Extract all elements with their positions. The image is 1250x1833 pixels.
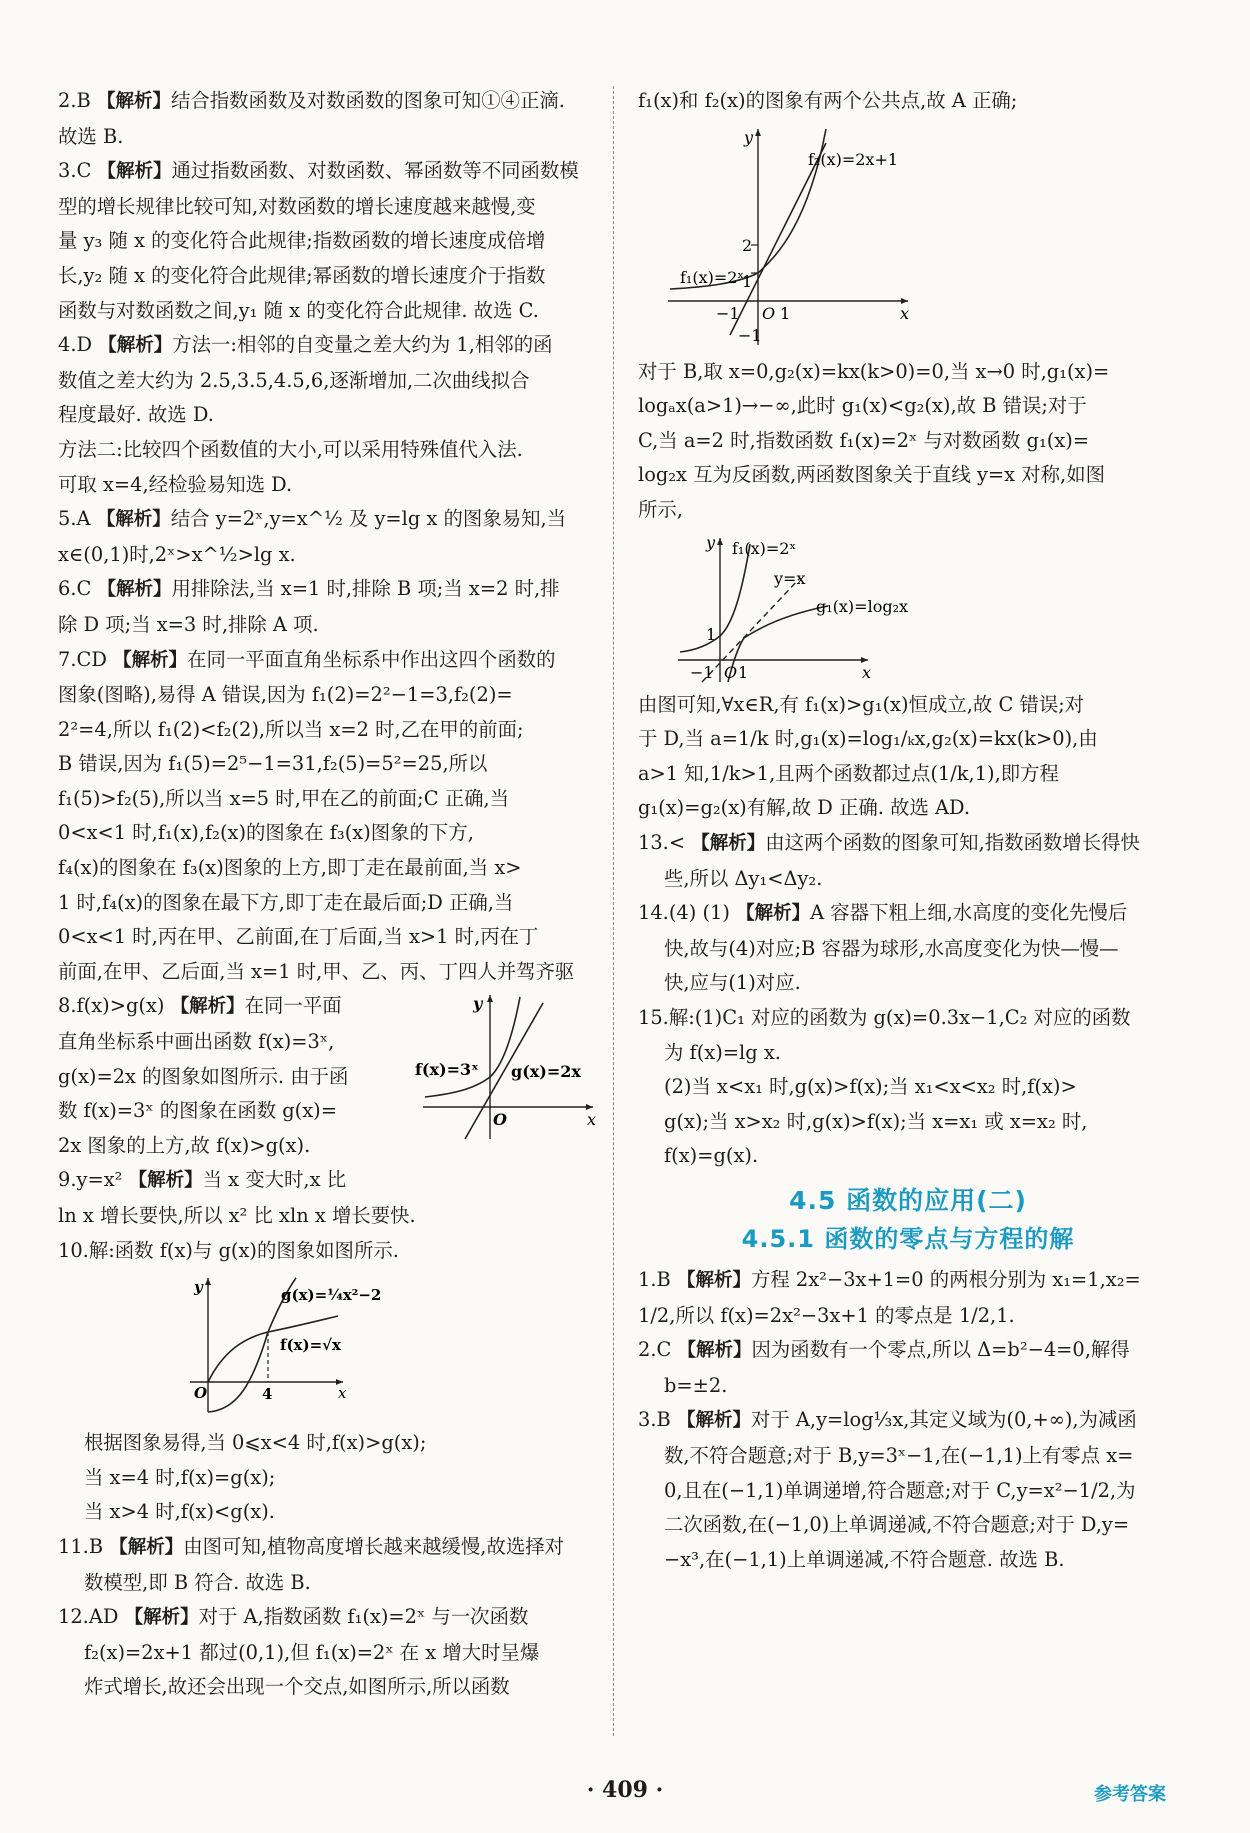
- label-origin: O: [762, 303, 776, 323]
- label-four: 4: [262, 1385, 273, 1404]
- label-one-x: 1: [738, 662, 749, 682]
- label-origin: O: [724, 662, 738, 682]
- label-x: x: [862, 662, 872, 682]
- answer-q7: 7.CD 【解析】在同一平面直角坐标系中作出这四个函数的 图象(图略),易得 A 错误,因为 f₁(2)=2²−1=3,f₂(2)= 2²=4,所以 f₁(2)<f₂(2),所以当 x=2 时,乙在甲的前面; B 错误,因为 f₁(5)=2⁵−1=31,f₂(5)=5²=25,所以 f₁(5)>f₂(5),所以当 x=5 时,甲在乙的前面;C 正确,当 0<x<1 时,f₁(x),f₂(x)的图象在 f₃(x)图象的下方, f₄(x)的图象在 f₃(x)图象的上方,即丁走在最前面,当 x> 1 时,f₄(x)的图象在最下方,即丁走在最后面;D 正确,当 0<x<1 时,丙在甲、乙前面,在丁后面,当 x>1 时,丙在丁 前面,在甲、乙后面,当 x=1 时,甲、乙、丙、丁四人并驾齐驱: [58, 647, 575, 983]
- label-two: 2: [742, 235, 753, 255]
- label-x: x: [338, 1384, 347, 1403]
- curve-f1: [670, 129, 826, 289]
- right-column: [638, 84, 1178, 1577]
- label-y: y: [706, 532, 716, 552]
- left-column: [58, 84, 600, 1705]
- label-x: x: [587, 1110, 597, 1130]
- label-origin: O: [194, 1384, 208, 1403]
- label-neg1-x: −1: [716, 303, 740, 323]
- column-divider: [613, 86, 614, 1736]
- page-number: · 409 ·: [586, 1777, 664, 1803]
- label-neg1-y: −1: [738, 325, 762, 345]
- label-g1: g₁(x)=log₂x: [816, 596, 908, 616]
- figure-q10-graph: [58, 1272, 600, 1422]
- answer-s1: 1.B 【解析】方程 2x²−3x+1=0 的两根分别为 x₁=1,x₂= 1/2,所以 f(x)=2x²−3x+1 的零点是 1/2,1.: [638, 1268, 1141, 1327]
- figure-q12-graph-b: [638, 532, 1178, 684]
- line-y-eq-x: [702, 578, 800, 682]
- label-one-x: 1: [780, 303, 791, 323]
- answer-q4: 4.D 【解析】方法一:相邻的自变量之差大约为 1,相邻的函 数值之差大约为 2.5,3.5,4.5,6,逐渐增加,二次曲线拟合 程度最好. 故选 D. 方法二:比较四个函数值的大小,可以采用特殊值代入法. 可取 x=4,经检验易知选 D.: [58, 333, 553, 496]
- q12-continuation-3: 由图可知,∀x∈R,有 f₁(x)>g₁(x)恒成立,故 C 错误;对 于 D,当 a=1/k 时,g₁(x)=log₁/ₖx,g₂(x)=kx(k>0),由 a>1 知,1/k>1,且两个函数都过点(1/k,1),即方程 g₁(x)=g₂(x)有解,故 D 正确. 故选 AD.: [638, 692, 1098, 820]
- subsection-title: 4.5.1 函数的零点与方程的解: [741, 1225, 1075, 1254]
- answer-q9: 9.y=x² 【解析】当 x 变大时,x 比 ln x 增长要快,所以 x² 比 xln x 增长要快.: [58, 1168, 416, 1227]
- label-f2: f₂(x)=2x+1: [808, 149, 899, 169]
- label-f1: f₁(x)=2ˣ: [680, 267, 745, 287]
- answer-q13: 13.< 【解析】由这两个函数的图象可知,指数函数增长得快 些,所以 Δy₁<Δy₂.: [638, 830, 1140, 890]
- answer-s3: 3.B 【解析】对于 A,y=log⅓x,其定义域为(0,+∞),为减函 数,不符合题意;对于 B,y=3ˣ−1,在(−1,1)上有零点 x= 0,且在(−1,1)单调递增,符合题意;对于 C,y=x²−1/2,为 二次函数,在(−1,0)上单调递减,不符合题意;对于 D,y= −x³,在(−1,1)上单调递减,不符合题意. 故选 B.: [638, 1408, 1137, 1571]
- figure-q8-graph: [415, 989, 600, 1144]
- label-x: x: [900, 303, 910, 323]
- answer-s2: 2.C 【解析】因为函数有一个零点,所以 Δ=b²−4=0,解得 b=±2.: [638, 1338, 1130, 1397]
- q12-continuation: f₁(x)和 f₂(x)的图象有两个公共点,故 A 正确;: [638, 89, 1018, 112]
- label-y: y: [744, 127, 754, 147]
- label-y-eq-x: y=x: [774, 568, 806, 588]
- label-origin: O: [493, 1110, 507, 1130]
- q12-continuation-2: 对于 B,取 x=0,g₂(x)=kx(k>0)=0,当 x→0 时,g₁(x)= logₐx(a>1)→−∞,此时 g₁(x)<g₂(x),故 B 错误;对于 C,当 a=2 时,指数函数 f₁(x)=2ˣ 与对数函数 g₁(x)= log₂x 互为反函数,两函数图象关于直线 y=x 对称,如图 所示,: [638, 359, 1110, 521]
- answer-q5: 5.A 【解析】结合 y=2ˣ,y=x^½ 及 y=lg x 的图象易知,当 x∈(0,1)时,2ˣ>x^½>lg x.: [58, 507, 567, 566]
- label-g: g(x)=2x: [511, 1062, 581, 1082]
- answer-q3: 3.C 【解析】通过指数函数、对数函数、幂函数等不同函数模 型的增长规律比较可知,对数函数的增长速度越来越慢,变 量 y₃ 随 x 的变化符合此规律;指数函数的增长速度成倍增 长,y₂ 随 x 的变化符合此规律;幂函数的增长速度介于指数 函数与对数函数之间,y₁ 随 x 的变化符合此规律. 故选 C.: [58, 159, 579, 322]
- label-one-y: 1: [742, 271, 753, 291]
- answer-q11: 11.B 【解析】由图可知,植物高度增长越来越缓慢,故选择对 数模型,即 B 符合. 故选 B.: [58, 1534, 565, 1594]
- answer-q6: 6.C 【解析】用排除法,当 x=1 时,排除 B 项;当 x=2 时,排 除 D 项;当 x=3 时,排除 A 项.: [58, 577, 560, 636]
- label-y: y: [194, 1278, 203, 1297]
- label-f1: f₁(x)=2ˣ: [732, 538, 797, 558]
- answer-q14: 14.(4) (1) 【解析】A 容器下粗上细,水高度的变化先慢后 快,故与(4)对应;B 容器为球形,水高度变化为快—慢— 快,应与(1)对应.: [638, 901, 1128, 995]
- answer-q12: 12.AD 【解析】对于 A,指数函数 f₁(x)=2ˣ 与一次函数 f₂(x)=2x+1 都过(0,1),但 f₁(x)=2ˣ 在 x 增大时呈爆 炸式增长,故还会出现一个交点,如图所示,所以函数: [58, 1605, 540, 1699]
- section-title: 4.5 函数的应用(二): [789, 1185, 1027, 1215]
- answer-q10: 10.解:函数 f(x)与 g(x)的图象如图所示. g(x)=¼x²−2 f(x)=√x y x O 4 根据图象易得,当 0⩽x<4 时,f(x)>g(x); 当 x=4 时,f(x)=g(x); 当 x>4 时,f(x)<g(x).: [58, 1234, 600, 1530]
- answer-q2: 2.B 【解析】结合指数函数及对数函数的图象可知①④正滴. 故选 B.: [58, 89, 565, 148]
- label-f: f(x)=√x: [280, 1336, 341, 1355]
- label-neg1: −1: [690, 662, 714, 682]
- label-y: y: [473, 994, 483, 1014]
- answer-q15: 15.解:(1)C₁ 对应的函数为 g(x)=0.3x−1,C₂ 对应的函数 为 f(x)=lg x. (2)当 x<x₁ 时,g(x)>f(x);当 x₁<x<x₂ 时,f(x)> g(x);当 x>x₂ 时,g(x)>f(x);当 x=x₁ 或 x=x₂ 时, f(x)=g(x).: [638, 1005, 1131, 1168]
- answer-q8: 8.f(x)>g(x) 【解析】在同一平面 直角坐标系中画出函数 f(x)=3ˣ, g(x)=2x 的图象如图所示. 由于函 数 f(x)=3ˣ 的图象在函数 g(x)= 2x 图象的上方,故 f(x)>g(x). f(x)=3ˣ g(x)=2x y x O: [58, 989, 600, 1163]
- figure-q12-graph-a: [638, 123, 1178, 351]
- footer-label: 参考答案: [1094, 1784, 1166, 1805]
- label-g: g(x)=¼x²−2: [281, 1286, 382, 1305]
- label-f: f(x)=3ˣ: [415, 1060, 479, 1080]
- label-one-y: 1: [706, 624, 717, 644]
